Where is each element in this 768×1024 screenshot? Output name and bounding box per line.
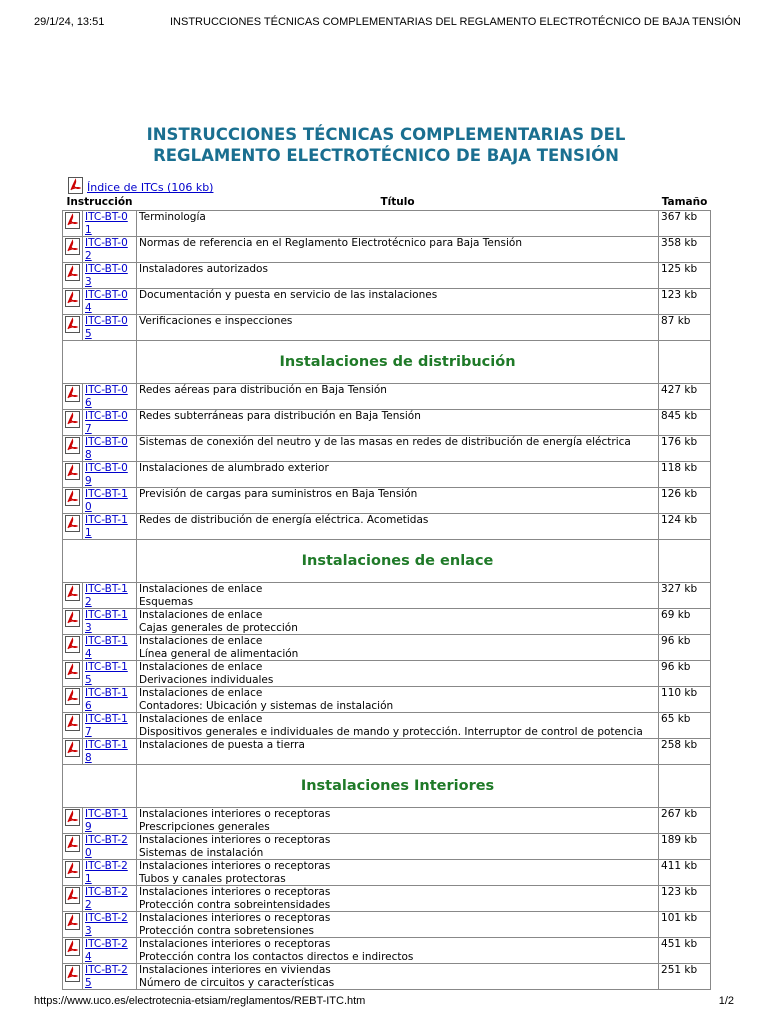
pdf-icon[interactable]	[63, 436, 83, 462]
title-line: Normas de referencia en el Reglamento Electrotécnico para Baja Tensión	[139, 237, 523, 249]
itc-title-cell	[137, 687, 659, 713]
pdf-icon[interactable]	[63, 384, 83, 410]
itc-code-link[interactable]: ITC-BT-09	[85, 462, 128, 487]
itc-code-link[interactable]: ITC-BT-10	[85, 488, 128, 513]
title-line: Cajas generales de protección	[139, 621, 298, 634]
pdf-icon[interactable]	[63, 635, 83, 661]
section-spacer	[659, 540, 711, 583]
itc-title-cell	[137, 315, 659, 341]
itc-size: 118 kb	[659, 462, 711, 488]
title-line: Documentación y puesta en servicio de las instalaciones	[139, 289, 438, 301]
itc-size: 87 kb	[659, 315, 711, 341]
itc-size: 267 kb	[659, 808, 711, 834]
pdf-icon	[68, 177, 83, 194]
itc-code-link[interactable]: ITC-BT-05	[85, 315, 128, 340]
itc-size: 451 kb	[659, 938, 711, 964]
itc-code-cell	[83, 886, 137, 912]
itc-title-cell	[137, 237, 659, 263]
itc-code-cell	[83, 289, 137, 315]
itc-size: 101 kb	[659, 912, 711, 938]
itc-code-cell	[83, 237, 137, 263]
print-date: 29/1/24, 13:51	[34, 16, 105, 28]
pdf-icon[interactable]	[63, 687, 83, 713]
title-line: Instalaciones interiores en viviendas	[139, 964, 331, 976]
itc-size: 65 kb	[659, 713, 711, 739]
itc-size: 124 kb	[659, 514, 711, 540]
table-row	[63, 488, 711, 514]
title-line: Instalaciones de enlace	[139, 609, 263, 621]
table-row	[63, 410, 711, 436]
table-row	[63, 886, 711, 912]
itc-title-cell	[137, 384, 659, 410]
title-line: Terminología	[139, 211, 206, 223]
table-row	[63, 808, 711, 834]
itc-title-cell	[137, 609, 659, 635]
itc-code-link[interactable]: ITC-BT-17	[85, 713, 128, 738]
pdf-icon[interactable]	[63, 834, 83, 860]
table-row	[63, 436, 711, 462]
table-row	[63, 384, 711, 410]
table-row	[63, 687, 711, 713]
section-row	[63, 540, 711, 583]
itc-code-cell	[83, 583, 137, 609]
title-line: Redes subterráneas para distribución en Baja Tensión	[139, 410, 421, 422]
itc-size: 367 kb	[659, 211, 711, 237]
itc-title-cell	[137, 912, 659, 938]
table-row	[63, 289, 711, 315]
itc-size: 123 kb	[659, 289, 711, 315]
section-row	[63, 341, 711, 384]
title-line: Redes aéreas para distribución en Baja Tensión	[139, 384, 387, 396]
itc-code-link[interactable]: ITC-BT-12	[85, 583, 128, 608]
title-line: Previsión de cargas para suministros en Baja Tensión	[139, 488, 418, 500]
table-row	[63, 739, 711, 765]
itc-code-link[interactable]: ITC-BT-14	[85, 635, 128, 660]
itc-table	[62, 195, 711, 990]
header-tamano: Tamaño	[661, 196, 708, 208]
itc-code-cell	[83, 834, 137, 860]
title-line: Instalaciones de enlace	[139, 583, 263, 595]
pdf-icon[interactable]	[63, 462, 83, 488]
itc-size: 358 kb	[659, 237, 711, 263]
itc-title-cell	[137, 635, 659, 661]
itc-size: 110 kb	[659, 687, 711, 713]
itc-title-cell	[137, 289, 659, 315]
title-line: Instalaciones interiores o receptoras	[139, 834, 331, 846]
section-title: Instalaciones Interiores	[137, 765, 659, 808]
pdf-icon[interactable]	[63, 315, 83, 341]
pdf-icon[interactable]	[63, 739, 83, 765]
itc-code-link[interactable]: ITC-BT-21	[85, 860, 128, 885]
itc-code-cell	[83, 488, 137, 514]
table-row	[63, 514, 711, 540]
table-row	[63, 462, 711, 488]
pdf-icon[interactable]	[63, 289, 83, 315]
itc-title-cell	[137, 886, 659, 912]
table-body	[63, 211, 711, 990]
pdf-icon[interactable]	[63, 488, 83, 514]
itc-code-link[interactable]: ITC-BT-01	[85, 211, 128, 236]
itc-code-link[interactable]: ITC-BT-02	[85, 237, 128, 262]
table-row	[63, 834, 711, 860]
itc-size: 96 kb	[659, 661, 711, 687]
itc-code-cell	[83, 609, 137, 635]
title-line: Instalaciones interiores o receptoras	[139, 860, 331, 872]
itc-code-cell	[83, 410, 137, 436]
table-row	[63, 713, 711, 739]
header-titulo: Título	[380, 196, 415, 208]
itc-code-link[interactable]: ITC-BT-18	[85, 739, 128, 764]
header-instruccion: Instrucción	[66, 196, 133, 208]
itc-title-cell	[137, 211, 659, 237]
table-row	[63, 237, 711, 263]
index-link[interactable]: Índice de ITCs (106 kb)	[87, 181, 214, 194]
itc-code-cell	[83, 938, 137, 964]
pdf-icon[interactable]	[63, 860, 83, 886]
table-row	[63, 860, 711, 886]
itc-code-link[interactable]: ITC-BT-15	[85, 661, 128, 686]
pdf-icon[interactable]	[63, 713, 83, 739]
print-page-number: 1/2	[718, 995, 734, 1007]
pdf-icon[interactable]	[63, 938, 83, 964]
itc-size: 327 kb	[659, 583, 711, 609]
itc-size: 845 kb	[659, 410, 711, 436]
title-line: Instalaciones de enlace	[139, 635, 263, 647]
itc-code-cell	[83, 462, 137, 488]
itc-code-link[interactable]: ITC-BT-03	[85, 263, 128, 288]
table-row	[63, 964, 711, 990]
title-line: Instalaciones de enlace	[139, 661, 263, 673]
table-row	[63, 263, 711, 289]
title-line: Instalaciones de enlace	[139, 687, 263, 699]
title-line: Protección contra sobretensiones	[139, 924, 314, 937]
itc-code-cell	[83, 263, 137, 289]
itc-code-link[interactable]: ITC-BT-13	[85, 609, 128, 634]
itc-code-link[interactable]: ITC-BT-22	[85, 886, 128, 911]
title-line: Instalaciones de enlace	[139, 713, 263, 725]
section-spacer	[659, 765, 711, 808]
itc-code-link[interactable]: ITC-BT-06	[85, 384, 128, 409]
pdf-icon[interactable]	[63, 514, 83, 540]
itc-code-cell	[83, 964, 137, 990]
title-line: Dispositivos generales e individuales de mando y protección. Interruptor de control de potencia	[139, 725, 643, 738]
itc-code-cell	[83, 514, 137, 540]
print-page-title: INSTRUCCIONES TÉCNICAS COMPLEMENTARIAS DEL REGLAMENTO ELECTROTÉCNICO DE BAJA TENSIÓN	[170, 16, 741, 28]
itc-code-cell	[83, 315, 137, 341]
itc-size: 411 kb	[659, 860, 711, 886]
itc-code-cell	[83, 912, 137, 938]
section-spacer	[63, 540, 137, 583]
section-title: Instalaciones de distribución	[137, 341, 659, 384]
title-line: Tubos y canales protectoras	[139, 872, 286, 885]
itc-size: 427 kb	[659, 384, 711, 410]
itc-size: 176 kb	[659, 436, 711, 462]
itc-title-cell	[137, 834, 659, 860]
pdf-icon[interactable]	[63, 886, 83, 912]
table-row	[63, 609, 711, 635]
pdf-icon[interactable]	[63, 237, 83, 263]
itc-code-cell	[83, 635, 137, 661]
title-line: Instalaciones de puesta a tierra	[139, 739, 305, 751]
pdf-icon[interactable]	[63, 808, 83, 834]
section-title: Instalaciones de enlace	[137, 540, 659, 583]
itc-size: 126 kb	[659, 488, 711, 514]
section-row	[63, 765, 711, 808]
pdf-icon[interactable]	[63, 964, 83, 990]
title-line: Protección contra sobreintensidades	[139, 898, 331, 911]
title-line: Sistemas de conexión del neutro y de las masas en redes de distribución de energía eléctrica	[139, 436, 631, 448]
table-row	[63, 912, 711, 938]
itc-title-cell	[137, 739, 659, 765]
itc-code-link[interactable]: ITC-BT-11	[85, 514, 128, 539]
itc-title-cell	[137, 964, 659, 990]
itc-code-link[interactable]: ITC-BT-23	[85, 912, 128, 937]
table-header-row	[63, 195, 711, 211]
itc-title-cell	[137, 860, 659, 886]
title-line: Número de circuitos y características	[139, 976, 335, 989]
title-line: Instalaciones interiores o receptoras	[139, 808, 331, 820]
itc-title-cell	[137, 410, 659, 436]
itc-title-cell	[137, 661, 659, 687]
itc-size: 251 kb	[659, 964, 711, 990]
title-line: Prescripciones generales	[139, 820, 270, 833]
section-spacer	[63, 341, 137, 384]
itc-size: 125 kb	[659, 263, 711, 289]
itc-code-cell	[83, 687, 137, 713]
title-line: Derivaciones individuales	[139, 673, 274, 686]
itc-title-cell	[137, 583, 659, 609]
title-line: Verificaciones e inspecciones	[139, 315, 293, 327]
pdf-icon[interactable]	[63, 661, 83, 687]
section-spacer	[659, 341, 711, 384]
itc-size: 123 kb	[659, 886, 711, 912]
itc-code-link[interactable]: ITC-BT-19	[85, 808, 128, 833]
pdf-icon[interactable]	[63, 263, 83, 289]
itc-code-cell	[83, 211, 137, 237]
table-row	[63, 211, 711, 237]
title-line: Contadores: Ubicación y sistemas de instalación	[139, 699, 394, 712]
title-line: Redes de distribución de energía eléctrica. Acometidas	[139, 514, 429, 526]
itc-title-cell	[137, 514, 659, 540]
pdf-icon[interactable]	[63, 609, 83, 635]
itc-title-cell	[137, 462, 659, 488]
itc-title-cell	[137, 263, 659, 289]
itc-code-link[interactable]: ITC-BT-16	[85, 687, 128, 712]
main-content	[62, 124, 710, 990]
table-row	[63, 315, 711, 341]
itc-title-cell	[137, 488, 659, 514]
table-row	[63, 635, 711, 661]
itc-code-cell	[83, 739, 137, 765]
title-line: Protección contra los contactos directos e indirectos	[139, 950, 414, 963]
itc-code-link[interactable]: ITC-BT-08	[85, 436, 128, 461]
itc-title-cell	[137, 938, 659, 964]
pdf-icon[interactable]	[63, 912, 83, 938]
itc-size: 69 kb	[659, 609, 711, 635]
itc-code-link[interactable]: ITC-BT-07	[85, 410, 128, 435]
itc-size: 96 kb	[659, 635, 711, 661]
page-title: INSTRUCCIONES TÉCNICAS COMPLEMENTARIAS DEL REGLAMENTO ELECTROTÉCNICO DE BAJA TENSIÓN	[146, 125, 626, 165]
itc-size: 189 kb	[659, 834, 711, 860]
itc-code-link[interactable]: ITC-BT-25	[85, 964, 128, 989]
itc-title-cell	[137, 808, 659, 834]
itc-code-cell	[83, 384, 137, 410]
itc-code-link[interactable]: ITC-BT-04	[85, 289, 128, 314]
itc-title-cell	[137, 436, 659, 462]
pdf-icon[interactable]	[63, 583, 83, 609]
title-line: Instalaciones interiores o receptoras	[139, 886, 331, 898]
section-spacer	[63, 765, 137, 808]
pdf-icon[interactable]	[63, 410, 83, 436]
table-row	[63, 661, 711, 687]
itc-code-cell	[83, 661, 137, 687]
itc-code-link[interactable]: ITC-BT-24	[85, 938, 128, 963]
itc-code-link[interactable]: ITC-BT-20	[85, 834, 128, 859]
title-line: Instalaciones interiores o receptoras	[139, 912, 331, 924]
pdf-icon[interactable]	[63, 211, 83, 237]
itc-code-cell	[83, 860, 137, 886]
table-row	[63, 583, 711, 609]
table-row	[63, 938, 711, 964]
title-line: Línea general de alimentación	[139, 647, 299, 660]
title-line: Instalaciones interiores o receptoras	[139, 938, 331, 950]
title-line: Instaladores autorizados	[139, 263, 268, 275]
itc-code-cell	[83, 808, 137, 834]
title-line: Instalaciones de alumbrado exterior	[139, 462, 329, 474]
title-line: Esquemas	[139, 595, 194, 608]
itc-size: 258 kb	[659, 739, 711, 765]
index-line	[62, 176, 710, 194]
itc-code-cell	[83, 436, 137, 462]
itc-title-cell	[137, 713, 659, 739]
title-line: Sistemas de instalación	[139, 846, 264, 859]
print-url: https://www.uco.es/electrotecnia-etsiam/reglamentos/REBT-ITC.htm	[34, 995, 366, 1007]
itc-code-cell	[83, 713, 137, 739]
